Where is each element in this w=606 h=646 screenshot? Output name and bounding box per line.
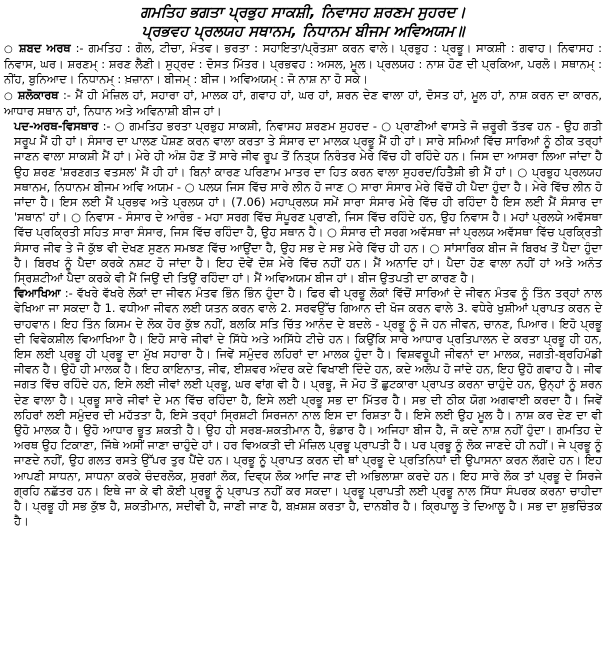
section-word-meaning [4, 41, 602, 88]
section-label: ਪਦ-ਅਰਥ-ਵਿਸਥਾਰ [14, 119, 99, 134]
bullet-icon: ○ [4, 90, 14, 102]
section-commentary [4, 286, 602, 529]
section-text: :- ਗਮਤਿਹ : ਗੋਲ, ਟੀਚਾ, ਮੰਤਵ। ਭਰਤਾ : ਸਹਾਇਤਾ/ਪ੍ਰੋਤਸ਼ਾ ਕਰਨ ਵਾਲੇ। ਪ੍ਰਭੁਹ : ਪ੍ਰਭੂ। ਸਾਕਸ਼ੀ : ਗਵਾਹ। ਨਿਵਾਸਹ : ਨਿਵਾਸ, ਘਰ। ਸ਼ਰਣਮ੍ : ਸ਼ਰਣ ਲੈਣੀ। ਸੁਹ੍ਰਦ : ਦੋਸਤ ਮਿੱਤਰ। ਪ੍ਰਭਵਹ : ਅਸਲ, ਮੂਲ। ਪ੍ਰਲਯਹ : ਨਾਸ਼ ਹੋਣ ਦੀ ਪ੍ਰਕਿਆ, ਪਰਲੋ। ਸਥਾਨਮ੍ : ਨੀਂਹ, ਬੁਨਿਆਦ। ਨਿਧਾਨਮ੍ : ਖ਼ਜ਼ਾਨਾ। ਬੀਜਮ੍ : ਬੀਜ। ਅਵਿਅਯਮ੍ : ਜੋ ਨਾਸ਼ ਨਾ ਹੋ ਸਕੇ। [4, 41, 603, 87]
section-label: ਸ਼ਲੋਕਾਰਥ [17, 87, 59, 102]
title-line-2: ਪ੍ਰਭਵਹ ਪ੍ਰਲਯਹ ਸਥਾਨਮ, ਨਿਧਾਨਮ ਬੀਜਮ ਅਵਿਅਯਮ॥ [141, 22, 465, 40]
section-text: :- ਵੱਖਰੇ ਵੱਖਰੇ ਲੋਕਾਂ ਦਾ ਜੀਵਨ ਮੰਤਵ ਭਿੰਨ ਭਿੰਨ ਹੁੰਦਾ ਹੈ। ਫਿਰ ਵੀ ਪ੍ਰਭੂ ਲੋਕਾਂ ਵਿੱਚੋਂ ਸਾਰਿਆਂ ਦੇ ਜੀਵਨ ਮੰਤਵ ਨੂੰ ਤਿੰਨ ਤਰ੍ਹਾਂ ਨਾਲ ਵੇਖਿਆ ਜਾ ਸਕਦਾ ਹੈ 1. ਵਧੀਆ ਜੀਵਨ ਲਈ ਯਤਨ ਕਰਨ ਵਾਲੇ 2. ਸਰਵਉੱਚ ਗਿਆਨ ਦੀ ਖੋਜ ਕਰਨ ਵਾਲੇ 3. ਵਧੇਰੇ ਖੁਸ਼ੀਆਂ ਪ੍ਰਾਪਤ ਕਰਨ ਦੇ ਚਾਹਵਾਨ। ਇਹ ਤਿੰਨ ਕਿਸਮ ਦੇ ਲੋਕ ਹੋਰ ਕੁੱਝ ਨਹੀਂ, ਬਲਕਿ ਸਤਿ ਚਿੱਤ ਆਨੰਦ ਦੇ ਬਦਲੇ - ਪ੍ਰਭੂ ਨੂੰ ਜੋ ਹਨ ਜੀਵਨ, ਚਾਨਣ, ਪਿਆਰ। ਇਹੋ ਪ੍ਰਭੂ ਦੀ ਵਿਵੇਕਸ਼ੀਲ ਵਿਆਖਿਆ ਹੈ। ਇਹੋ ਸਾਰੇ ਜੀਵਾਂ ਦੇ ਸਿੱਧੇ ਅਤੇ ਅਸਿੱਧੇ ਟੀਚੇ ਹਨ। ਕਿਉਂਕਿ ਸਾਰੇ ਆਧਾਰ ਪ੍ਰਤਿਪਾਲਨ ਦੇ ਕਰਤਾ ਪ੍ਰਭੂ ਹੀ ਹਨ, ਇਸ ਲਈ ਪ੍ਰਭੂ ਹੀ ਪ੍ਰਭੂ ਦਾ ਮੁੱਖ ਸਹਾਰਾ ਹੈ। ਜਿਵੇਂ ਸਮੁੰਦਰ ਲਹਿਰਾਂ ਦਾ ਮਾਲਕ ਹੁੰਦਾ ਹੈ। ਵਿਸ਼ਵਰੂਪੀ ਜੀਵਨਾਂ ਦਾ ਮਾਲਕ, ਜਗਤੀ-ਬ੍ਰਹਿਮੰਡੀ ਜੀਵਨ ਹੈ। ਉਹੋ ਹੀ ਮਾਲਕ ਹੈ। ਇਹ ਕਾਇਨਾਤ, ਜੀਵ, ਈਸ਼ਵਰ ਅੰਦਰ ਕਦੇ ਵਿਖਾਈ ਦਿੰਦੇ ਹਨ, ਕਦੇ ਅਲੋਪ ਹੋ ਜਾਂਦੇ ਹਨ, ਇਹ ਉਹੋ ਗਵਾਹ ਹੈ। ਜੀਵ ਜਗਤ ਵਿੱਚ ਰਹਿੰਦੇ ਹਨ, ਇਸੇ ਲਈ ਜੀਵਾਂ ਲਈ ਪ੍ਰਭੂ, ਘਰ ਵਾਂਗ ਵੀ ਹੈ। ਪ੍ਰਭੂ, ਜੋ ਮੋਹ ਤੋਂ ਛੁਟਕਾਰਾ ਪ੍ਰਾਪਤ ਕਰਨਾ ਚਾਹੁੰਦੇ ਹਨ, ਉਨ੍ਹਾਂ ਨੂੰ ਸ਼ਰਨ ਦੇਣ ਵਾਲਾ ਹੈ। ਪ੍ਰਭੂ ਸਾਰੇ ਜੀਵਾਂ ਦੇ ਮਨ ਵਿੱਚ ਰਹਿੰਦਾ ਹੈ, ਇਸੇ ਲਈ ਪ੍ਰਭੂ ਸਭ ਦਾ ਮਿੱਤਰ ਹੈ। ਸਭ ਦੀ ਠੀਕ ਯੋਗ ਅਗਵਾਈ ਕਰਦਾ ਹੈ। ਜਿਵੇਂ ਲਹਿਰਾਂ ਲਈ ਸਮੁੰਦਰ ਦੀ ਮਹੱਤਤਾ ਹੈ, ਇਸੇ ਤਰ੍ਹਾਂ ਸ੍ਰਿਸ਼ਟੀ ਸਿਰਜਨਾ ਨਾਲ ਇਸ ਦਾ ਰਿਸ਼ਤਾ ਹੈ। ਇਸੇ ਲਈ ਉਹ ਮੂਲ ਹੈ। ਨਾਸ਼ ਕਰ ਦੇਣ ਦਾ ਵੀ ਉਹੋ ਮਾਲਕ ਹੈ। ਉਹੋ ਆਧਾਰ ਭੂਤ ਸ਼ਕਤੀ ਹੈ। ਉਹ ਹੀ ਸਰਬ-ਸ਼ਕਤੀਮਾਨ ਹੈ, ਭੰਡਾਰ ਹੈ। ਅਜਿਹਾ ਬੀਜ ਹੈ, ਜੋ ਕਦੇ ਨਾਸ਼ ਨਹੀਂ ਹੁੰਦਾ। ਗਮਤਿਹ ਦੇ ਅਰਥ ਉਹ ਟਿਕਾਣਾ, ਜਿੱਥੇ ਅਸੀਂ ਜਾਣਾ ਚਾਹੁੰਦੇ ਹਾਂ। ਹਰ ਵਿਅਕਤੀ ਦੀ ਮੰਜ਼ਿਲ ਪ੍ਰਭੂ ਪ੍ਰਾਪਤੀ ਹੈ। ਪਰ ਪ੍ਰਭੂ ਨੂੰ ਲੋਕ ਜਾਣਦੇ ਹੀ ਨਹੀਂ। ਜੇ ਪ੍ਰਭੂ ਨੂੰ ਜਾਣਦੇ ਨਹੀਂ, ਉਹ ਗਲਤ ਰਸਤੇ ਉੱਪਰ ਤੁਰ ਪੈਂਦੇ ਹਨ। ਪ੍ਰਭੂ ਨੂੰ ਪ੍ਰਾਪਤ ਕਰਨ ਦੀ ਥਾਂ ਪ੍ਰਭੂ ਦੇ ਪ੍ਰਤਿਨਿਧਾਂ ਦੀ ਉਪਾਸਨਾ ਕਰਨ ਲੱਗਦੇ ਹਨ। ਇਹ ਆਪਣੀ ਸਾਧਨਾ, ਸਾਧਨਾ ਕਰਕੇ ਚੰਦਰਲੋਕ, ਸੁਰਗਾਂ ਲੋਕ, ਦਿਵ੍ਯ ਲੋਕ ਆਦਿ ਜਾਣ ਦੀ ਅਭਿਲਾਸ਼ਾ ਕਰਦੇ ਹਨ। ਇਹ ਸਾਰੇ ਲੋਕ ਤਾਂ ਪ੍ਰਭੂ ਦੇ ਸਿਰਜੇ ਗ੍ਰਹਿ ਨਛੱਤਰ ਹਨ। ਇਥੇ ਜਾ ਕੇ ਵੀ ਕੋਈ ਪ੍ਰਭੂ ਨੂੰ ਪ੍ਰਾਪਤ ਨਹੀਂ ਕਰ ਸਕਦਾ। ਪ੍ਰਭੂ ਪ੍ਰਾਪਤੀ ਲਈ ਪ੍ਰਭੂ ਨਾਲ ਸਿੱਧਾ ਸੰਪਰਕ ਕਰਨਾ ਚਾਹੀਦਾ ਹੈ। ਪ੍ਰਭੂ ਹੀ ਸਭ ਕੁੱਝ ਹੈ, ਸ਼ਕਤੀਮਾਨ, ਸਦੀਵੀ ਹੈ, ਜਾਣੀ ਜਾਣ ਹੈ, ਬਖ਼ਸ਼ਸ਼ ਕਰਤਾ ਹੈ, ਦਾਨਬੀਰ ਹੈ। ਕ੍ਰਿਪਾਲੂ ਤੇ ਦਿਆਲੂ ਹੈ। ਸਭ ਦਾ ਸ਼ੁਭਚਿੰਤਕ ਹੈ। [14, 286, 602, 529]
bullet-icon: ○ [4, 44, 15, 55]
section-verse-meaning [4, 88, 602, 119]
section-label: ਸ਼ਬਦ ਅਰਥ [19, 41, 71, 55]
section-detailed-meaning [4, 119, 602, 286]
section-text: :- ○ ਗਮਤਿਹ ਭਰਤਾ ਪ੍ਰਭੁਹ ਸਾਕਸ਼ੀ, ਨਿਵਾਸਹ ਸ਼ਰਣਮ ਸੁਹਰਦ - ○ ਪ੍ਰਾਣੀਆਂ ਵਾਸਤੇ ਜੋ ਜ਼ਰੂਰੀ ਤੱਤਵ ਹਨ - ਉਹ ਗਤੀ ਸਰੂਪ ਮੈਂ ਹੀ ਹਾਂ। ਸੰਸਾਰ ਦਾ ਪਾਲਣ ਪੋਸ਼ਣ ਕਰਨ ਵਾਲਾ ਕਰਤਾ ਤੇ ਸੰਸਾਰ ਦਾ ਮਾਲਕ ਪ੍ਰਭੂ ਮੈਂ ਹੀ ਹਾਂ। ਸਾਰੇ ਸਮਿਆਂ ਵਿੱਚ ਸਾਰਿਆਂ ਨੂੰ ਠੀਕ ਤਰ੍ਹਾਂ ਜਾਣਨ ਵਾਲਾ ਸਾਕਸ਼ੀ ਮੈਂ ਹਾਂ। ਮੇਰੇ ਹੀ ਅੰਸ਼ ਹੋਣ ਤੋਂ ਸਾਰੇ ਜੀਵ ਰੂਪ ਤੋਂ ਨਿਤ੍ਯ ਨਿਰੰਤਰ ਮੇਰੇ ਵਿੱਚ ਹੀ ਰਹਿੰਦੇ ਹਨ। ਜਿਸ ਦਾ ਆਸਰਾ ਲਿਆ ਜਾਂਦਾ ਹੈ ਉਹ ਸ਼ਰਣ 'ਸ਼ਰਣਗਤ ਵਤਸਲ' ਮੈਂ ਹੀ ਹਾਂ। ਬਿਨਾਂ ਕਾਰਣ ਪਰਿਣਾਮ ਮਾਤਰ ਦਾ ਹਿਤ ਕਰਨ ਵਾਲਾ ਸੁਹਰਦ/ਹਿਤੈਸ਼ੀ ਭੀ ਮੈਂ ਹਾਂ। ○ ਪ੍ਰਭੁਹ ਪ੍ਰਲਯਹ ਸਥਾਨਮ, ਨਿਧਾਨਮ ਬੀਜਮ ਅਵਿ ਅਯਮ - ○ ਪਲਯ ਜਿਸ ਵਿੱਚ ਸਾਰੇ ਲੀਨ ਹੋ ਜਾਣ ○ ਸਾਰਾ ਸੰਸਾਰ ਮੇਰੇ ਵਿੱਚੋਂ ਹੀ ਪੈਦਾ ਹੁੰਦਾ ਹੈ। ਮੇਰੇ ਵਿੱਚ ਲੀਨ ਹੋ ਜਾਂਦਾ ਹੈ। ਇਸ ਲਈ ਮੈਂ ਪ੍ਰਭਵ ਅਤੇ ਪ੍ਰਲਯ ਹਾਂ। (7.06) ਮਹਾਪ੍ਰਲਯ ਸਮੇਂ ਸਾਰਾ ਸੰਸਾਰ ਮੇਰੇ ਵਿੱਚ ਹੀ ਰਹਿੰਦਾ ਹੈ ਇਸ ਲਈ ਮੈਂ ਸੰਸਾਰ ਦਾ 'ਸਥਾਨ' ਹਾਂ। ○ ਨਿਵਾਸ - ਸੰਸਾਰ ਦੇ ਆਰੰਭ - ਮਹਾ ਸਰਗ ਵਿੱਚ ਸੰਪੂਰਣ ਪ੍ਰਾਣੀ, ਜਿਸ ਵਿੱਚ ਰਹਿੰਦੇ ਹਨ, ਉਹ ਨਿਵਾਸ ਹੈ। ਮਹਾਂ ਪ੍ਰਲਯੇ ਅਵੱਸਥਾ ਵਿੱਚ ਪ੍ਰਕ੍ਰਿਤੀ ਸਹਿਤ ਸਾਰਾ ਸੰਸਾਰ, ਜਿਸ ਵਿੱਚ ਰਹਿੰਦਾ ਹੈ, ਉਹ ਸਥਾਨ ਹੈ। ○ ਸੰਸਾਰ ਦੀ ਸਰਗ ਅਵੱਸਥਾ ਜਾਂ ਪ੍ਰਲਯ ਅਵੱਸਥਾ ਵਿੱਚ ਪ੍ਰਕ੍ਰਿਤੀ ਸੰਸਾਰ ਜੀਵ ਤੇ ਜੋ ਕੁੱਝ ਵੀ ਦੇਖਣ ਸੁਣਨ ਸਮਝਣ ਵਿੱਚ ਆਉਂਦਾ ਹੈ, ਉਹ ਸਭ ਦੇ ਸਭ ਮੇਰੇ ਵਿੱਚ ਹੀ ਹਨ। ○ ਸਾਂਸਾਰਿਕ ਬੀਜ ਜੋ ਬਿਰਖ ਤੋਂ ਪੈਦਾ ਹੁੰਦਾ ਹੈ। ਬਿਰਖ ਨੂੰ ਪੈਦਾ ਕਰਕੇ ਨਸ਼ਟ ਹੋ ਜਾਂਦਾ ਹੈ। ਇਹ ਦੋਵੇਂ ਦੋਸ਼ ਮੇਰੇ ਵਿੱਚ ਨਹੀਂ ਹਨ। ਮੈਂ ਅਨਾਦਿ ਹਾਂ। ਪੈਦਾ ਹੋਣ ਵਾਲਾ ਨਹੀਂ ਹਾਂ ਅਤੇ ਅਨੰਤ ਸ੍ਰਿਸ਼ਟੀਆਂ ਪੈਦਾ ਕਰਕੇ ਵੀ ਮੈਂ ਜਿਉਂ ਦੀ ਤਿਉਂ ਰਹਿੰਦਾ ਹਾਂ। ਮੈਂ ਅਵਿਅਯਮ ਬੀਜ ਹਾਂ। ਬੀਜ ਉਤਪਤੀ ਦਾ ਕਾਰਣ ਹੈ। [14, 119, 602, 286]
title-line-1: ਗਮਤਿਹ ਭਗਤਾ ਪ੍ਰਭੁਹ ਸਾਕਸ਼ੀ, ਨਿਵਾਸਹ ਸ਼ਰਣਮ ਸੁਹਰਦ। [140, 3, 466, 21]
section-label: ਵਿਆਖਿਆ [14, 286, 61, 301]
section-text: :- ਮੈਂ ਹੀ ਮੰਜ਼ਿਲ ਹਾਂ, ਸਹਾਰਾ ਹਾਂ, ਮਾਲਕ ਹਾਂ, ਗਵਾਹ ਹਾਂ, ਘਰ ਹਾਂ, ਸ਼ਰਨ ਦੇਣ ਵਾਲਾ ਹਾਂ, ਦੋਸਤ ਹਾਂ, ਮੂਲ ਹਾਂ, ਨਾਸ਼ ਕਰਨ ਦਾ ਕਾਰਨ, ਆਧਾਰ ਸਥਾਨ ਹਾਂ, ਨਿਧਾਨ ਅਤੇ ਅਵਿਨਾਸ਼ੀ ਬੀਜ ਹਾਂ। [4, 87, 602, 118]
